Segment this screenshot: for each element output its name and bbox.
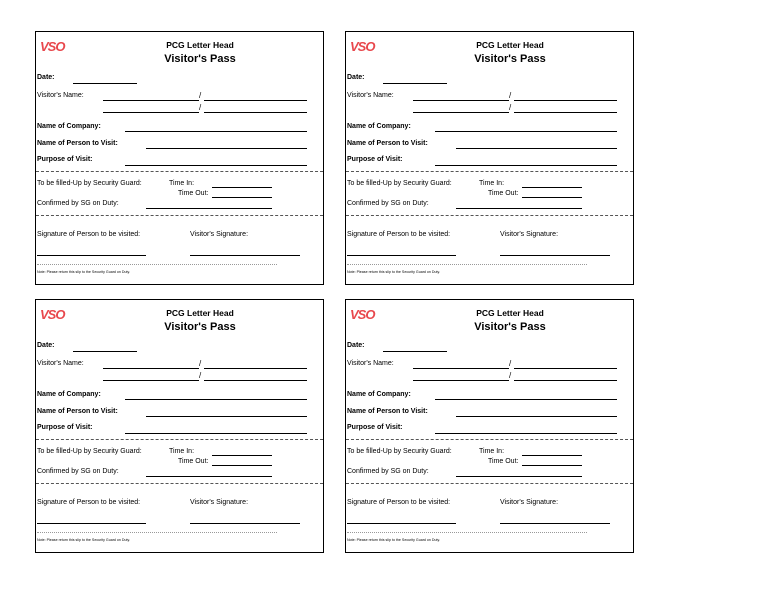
divider — [36, 483, 323, 484]
person-to-visit-field[interactable] — [456, 416, 617, 417]
date-label: Date: — [347, 74, 365, 81]
cut-line — [37, 264, 277, 265]
time-in-label: Time In: — [169, 180, 195, 187]
person-signature-field[interactable] — [37, 523, 146, 524]
confirmed-by-label: Confirmed by SG on Duty: — [347, 468, 429, 475]
name-separator: / — [199, 103, 202, 112]
name-separator: / — [199, 359, 202, 368]
time-in-label: Time In: — [479, 448, 505, 455]
date-field[interactable] — [73, 83, 137, 84]
visitor-last-name-field-2[interactable] — [204, 380, 307, 381]
visitor-pass — [35, 31, 324, 285]
company-field[interactable] — [125, 399, 307, 400]
pass-title: Visitor's Pass — [164, 53, 236, 65]
date-field[interactable] — [383, 83, 447, 84]
person-signature-field[interactable] — [37, 255, 146, 256]
person-signature-label: Signature of Person to be visited: — [347, 231, 451, 238]
purpose-field[interactable] — [125, 433, 307, 434]
divider — [36, 215, 323, 216]
name-separator: / — [509, 371, 512, 380]
visitor-name-label: Visitor's Name: — [347, 360, 394, 367]
purpose-label: Purpose of Visit: — [37, 156, 93, 163]
divider — [346, 483, 633, 484]
time-out-field[interactable] — [212, 465, 272, 466]
purpose-label: Purpose of Visit: — [347, 156, 403, 163]
confirmed-by-field[interactable] — [456, 476, 582, 477]
visitor-pass — [345, 31, 634, 285]
visitor-first-name-field[interactable] — [413, 368, 509, 369]
vso-logo: VSO — [350, 307, 375, 322]
return-note: Note: Please return this slip to the Security Guard on Duty. — [347, 270, 441, 274]
confirmed-by-label: Confirmed by SG on Duty: — [37, 200, 119, 207]
pass-title: Visitor's Pass — [164, 321, 236, 333]
divider — [346, 439, 633, 440]
letterhead: PCG Letter Head — [476, 40, 544, 50]
date-field[interactable] — [383, 351, 447, 352]
return-note: Note: Please return this slip to the Security Guard on Duty. — [37, 270, 131, 274]
security-guard-label: To be filled-Up by Security Guard: — [37, 448, 142, 455]
visitor-name-label: Visitor's Name: — [37, 360, 84, 367]
return-note: Note: Please return this slip to the Security Guard on Duty. — [37, 538, 131, 542]
company-field[interactable] — [125, 131, 307, 132]
person-to-visit-field[interactable] — [146, 416, 307, 417]
person-to-visit-label: Name of Person to Visit: — [347, 408, 428, 415]
visitor-signature-field[interactable] — [190, 255, 300, 256]
date-label: Date: — [347, 342, 365, 349]
company-field[interactable] — [435, 131, 617, 132]
visitor-first-name-field[interactable] — [103, 368, 199, 369]
visitor-first-name-field-2[interactable] — [103, 380, 199, 381]
visitor-signature-label: Visitor's Signature: — [190, 231, 249, 238]
name-separator: / — [199, 371, 202, 380]
cut-line — [37, 532, 277, 533]
person-signature-field[interactable] — [347, 523, 456, 524]
person-to-visit-label: Name of Person to Visit: — [37, 408, 118, 415]
time-in-label: Time In: — [169, 448, 195, 455]
time-out-label: Time Out: — [488, 190, 519, 197]
person-to-visit-field[interactable] — [456, 148, 617, 149]
visitor-first-name-field[interactable] — [103, 100, 199, 101]
visitor-pass — [345, 299, 634, 553]
person-signature-label: Signature of Person to be visited: — [37, 231, 141, 238]
visitor-name-label: Visitor's Name: — [37, 92, 84, 99]
person-signature-label: Signature of Person to be visited: — [347, 499, 451, 506]
visitor-signature-field[interactable] — [500, 255, 610, 256]
company-label: Name of Company: — [347, 391, 411, 398]
date-label: Date: — [37, 74, 55, 81]
visitor-last-name-field-2[interactable] — [204, 112, 307, 113]
person-signature-label: Signature of Person to be visited: — [37, 499, 141, 506]
time-out-label: Time Out: — [488, 458, 519, 465]
confirmed-by-field[interactable] — [146, 208, 272, 209]
purpose-field[interactable] — [125, 165, 307, 166]
visitor-name-label: Visitor's Name: — [347, 92, 394, 99]
visitor-last-name-field-2[interactable] — [514, 380, 617, 381]
visitor-last-name-field[interactable] — [514, 100, 617, 101]
visitor-first-name-field-2[interactable] — [103, 112, 199, 113]
purpose-field[interactable] — [435, 165, 617, 166]
divider — [346, 171, 633, 172]
name-separator: / — [199, 91, 202, 100]
divider — [36, 439, 323, 440]
divider — [346, 215, 633, 216]
person-to-visit-label: Name of Person to Visit: — [37, 140, 118, 147]
confirmed-by-field[interactable] — [146, 476, 272, 477]
name-separator: / — [509, 91, 512, 100]
visitor-last-name-field[interactable] — [204, 100, 307, 101]
vso-logo: VSO — [350, 39, 375, 54]
confirmed-by-label: Confirmed by SG on Duty: — [37, 468, 119, 475]
letterhead: PCG Letter Head — [166, 40, 234, 50]
visitor-signature-field[interactable] — [190, 523, 300, 524]
time-in-label: Time In: — [479, 180, 505, 187]
visitor-last-name-field-2[interactable] — [514, 112, 617, 113]
cut-line — [347, 264, 587, 265]
return-note: Note: Please return this slip to the Security Guard on Duty. — [347, 538, 441, 542]
company-label: Name of Company: — [37, 123, 101, 130]
company-label: Name of Company: — [347, 123, 411, 130]
security-guard-label: To be filled-Up by Security Guard: — [37, 180, 142, 187]
date-field[interactable] — [73, 351, 137, 352]
name-separator: / — [509, 359, 512, 368]
pass-title: Visitor's Pass — [474, 53, 546, 65]
pass-title: Visitor's Pass — [474, 321, 546, 333]
visitor-signature-field[interactable] — [500, 523, 610, 524]
divider — [36, 171, 323, 172]
visitor-last-name-field[interactable] — [514, 368, 617, 369]
cut-line — [347, 532, 587, 533]
time-out-label: Time Out: — [178, 458, 209, 465]
purpose-label: Purpose of Visit: — [37, 424, 93, 431]
time-in-field[interactable] — [522, 187, 582, 188]
letterhead: PCG Letter Head — [476, 308, 544, 318]
person-signature-field[interactable] — [347, 255, 456, 256]
purpose-label: Purpose of Visit: — [347, 424, 403, 431]
confirmed-by-label: Confirmed by SG on Duty: — [347, 200, 429, 207]
visitor-signature-label: Visitor's Signature: — [190, 499, 249, 506]
confirmed-by-field[interactable] — [456, 208, 582, 209]
company-field[interactable] — [435, 399, 617, 400]
time-out-field[interactable] — [212, 197, 272, 198]
time-in-field[interactable] — [212, 187, 272, 188]
vso-logo: VSO — [40, 39, 65, 54]
date-label: Date: — [37, 342, 55, 349]
visitor-first-name-field-2[interactable] — [413, 112, 509, 113]
visitor-pass — [35, 299, 324, 553]
visitor-signature-label: Visitor's Signature: — [500, 499, 559, 506]
visitor-first-name-field[interactable] — [413, 100, 509, 101]
person-to-visit-field[interactable] — [146, 148, 307, 149]
security-guard-label: To be filled-Up by Security Guard: — [347, 180, 452, 187]
visitor-first-name-field-2[interactable] — [413, 380, 509, 381]
time-out-label: Time Out: — [178, 190, 209, 197]
time-in-field[interactable] — [522, 455, 582, 456]
security-guard-label: To be filled-Up by Security Guard: — [347, 448, 452, 455]
vso-logo: VSO — [40, 307, 65, 322]
name-separator: / — [509, 103, 512, 112]
time-out-field[interactable] — [522, 465, 582, 466]
purpose-field[interactable] — [435, 433, 617, 434]
company-label: Name of Company: — [37, 391, 101, 398]
visitor-last-name-field[interactable] — [204, 368, 307, 369]
time-in-field[interactable] — [212, 455, 272, 456]
visitor-signature-label: Visitor's Signature: — [500, 231, 559, 238]
person-to-visit-label: Name of Person to Visit: — [347, 140, 428, 147]
time-out-field[interactable] — [522, 197, 582, 198]
letterhead: PCG Letter Head — [166, 308, 234, 318]
